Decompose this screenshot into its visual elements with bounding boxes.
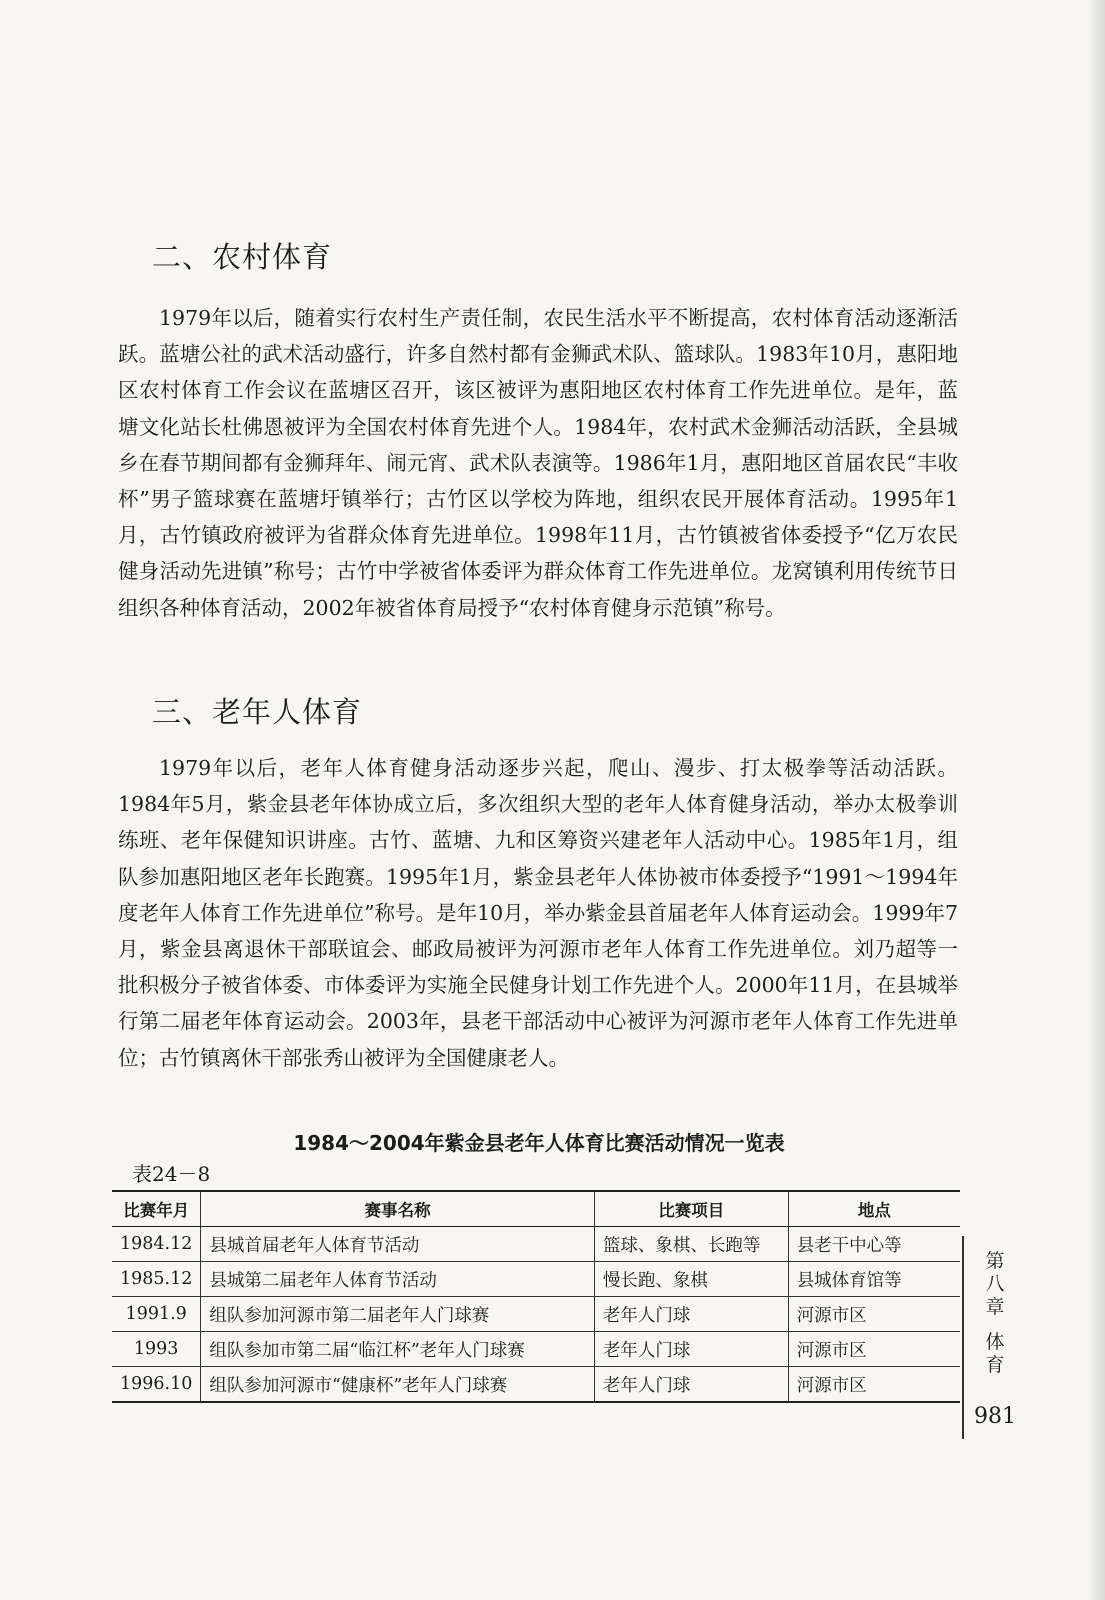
table-id: 表24－8 — [132, 1162, 211, 1186]
chapter-label — [981, 1250, 1009, 1377]
chapter-char: 八 — [985, 1273, 1005, 1295]
chapter-char: 章 — [985, 1296, 1005, 1318]
chapter-gap — [981, 1319, 1009, 1331]
cell-event-name: 组队参加市第二届“临江杯”老年人门球赛 — [201, 1332, 595, 1367]
cell-event-name: 组队参加河源市第二届老年人门球赛 — [201, 1297, 595, 1332]
cell-event-name: 县城首届老年人体育节活动 — [201, 1227, 595, 1262]
section-title-rural-sports: 二、农村体育 — [152, 240, 333, 274]
cell-date: 1996.10 — [112, 1367, 201, 1403]
cell-date: 1984.12 — [112, 1227, 201, 1262]
table-title: 1984～2004年紫金县老年人体育比赛活动情况一览表 — [293, 1131, 785, 1155]
chapter-char: 第 — [985, 1250, 1005, 1272]
cell-event-items: 老年人门球 — [594, 1367, 788, 1403]
cell-date: 1985.12 — [112, 1262, 201, 1297]
table-row — [112, 1262, 960, 1297]
header-date: 比赛年月 — [112, 1191, 201, 1227]
subject-text — [981, 1331, 1009, 1377]
table-row — [112, 1297, 960, 1332]
header-event-name: 赛事名称 — [201, 1191, 595, 1227]
header-event-items: 比赛项目 — [594, 1191, 788, 1227]
cell-event-items: 老年人门球 — [594, 1332, 788, 1367]
margin-divider — [962, 1236, 964, 1439]
page-number: 981 — [974, 1404, 1016, 1429]
cell-date: 1991.9 — [112, 1297, 201, 1332]
section-paragraph-elderly-sports: 1979年以后，老年人体育健身活动逐步兴起，爬山、漫步、打太极拳等活动活跃。1984年5月，紫金县老年体协成立后，多次组织大型的老年人体育健身活动，举办太极拳训练班、老年保健知识讲座。古竹、蓝塘、九和区筹资兴建老年人活动中心。1985年1月，组队参加惠阳地区老年长跑赛。1995年1月，紫金县老年人体协被市体委授予“1991～1994年度老年人体育工作先进单位”称号。是年10月，举办紫金县首届老年人体育运动会。1999年7月，紫金县离退休干部联谊会、邮政局被评为河源市老年人体育工作先进单位。刘乃超等一批积极分子被省体委、市体委评为实施全民健身计划工作先进个人。2000年11月，在县城举行第二届老年体育运动会。2003年，县老干部活动中心被评为河源市老年人体育工作先进单位；古竹镇离休干部张秀山被评为全国健康老人。 — [118, 756, 958, 1070]
chapter-text — [981, 1250, 1009, 1319]
cell-date: 1993 — [112, 1332, 201, 1367]
page-edge-shadow — [1087, 0, 1105, 1600]
competition-table — [112, 1190, 960, 1403]
cell-location: 县老干中心等 — [788, 1227, 960, 1262]
cell-event-name: 组队参加河源市“健康杯”老年人门球赛 — [201, 1367, 595, 1403]
table-row — [112, 1332, 960, 1367]
cell-event-items: 老年人门球 — [594, 1297, 788, 1332]
table-header-row — [112, 1191, 960, 1227]
table-row — [112, 1367, 960, 1403]
cell-event-items: 篮球、象棋、长跑等 — [594, 1227, 788, 1262]
cell-location: 河源市区 — [788, 1367, 960, 1403]
chapter-char: 育 — [985, 1354, 1005, 1376]
table-row — [112, 1227, 960, 1262]
section-paragraph-rural-sports: 1979年以后，随着实行农村生产责任制，农民生活水平不断提高，农村体育活动逐渐活跃。蓝塘公社的武术活动盛行，许多自然村都有金狮武术队、篮球队。1983年10月，惠阳地区农村体育工作会议在蓝塘区召开，该区被评为惠阳地区农村体育工作先进单位。是年，蓝塘文化站长杜佛恩被评为全国农村体育先进个人。1984年，农村武术金狮活动活跃，全县城乡在春节期间都有金狮拜年、闹元宵、武术队表演等。1986年1月，惠阳地区首届农民“丰收杯”男子篮球赛在蓝塘圩镇举行；古竹区以学校为阵地，组织农民开展体育活动。1995年1月，古竹镇政府被评为省群众体育先进单位。1998年11月，古竹镇被省体委授予“亿万农民健身活动先进镇”称号；古竹中学被省体委评为群众体育工作先进单位。龙窝镇利用传统节日组织各种体育活动，2002年被省体育局授予“农村体育健身示范镇”称号。 — [118, 306, 958, 620]
header-location: 地点 — [788, 1191, 960, 1227]
cell-event-items: 慢长跑、象棋 — [594, 1262, 788, 1297]
cell-event-name: 县城第二届老年人体育节活动 — [201, 1262, 595, 1297]
cell-location: 县城体育馆等 — [788, 1262, 960, 1297]
section-title-elderly-sports: 三、老年人体育 — [152, 695, 363, 729]
cell-location: 河源市区 — [788, 1332, 960, 1367]
chapter-char: 体 — [985, 1331, 1005, 1353]
cell-location: 河源市区 — [788, 1297, 960, 1332]
